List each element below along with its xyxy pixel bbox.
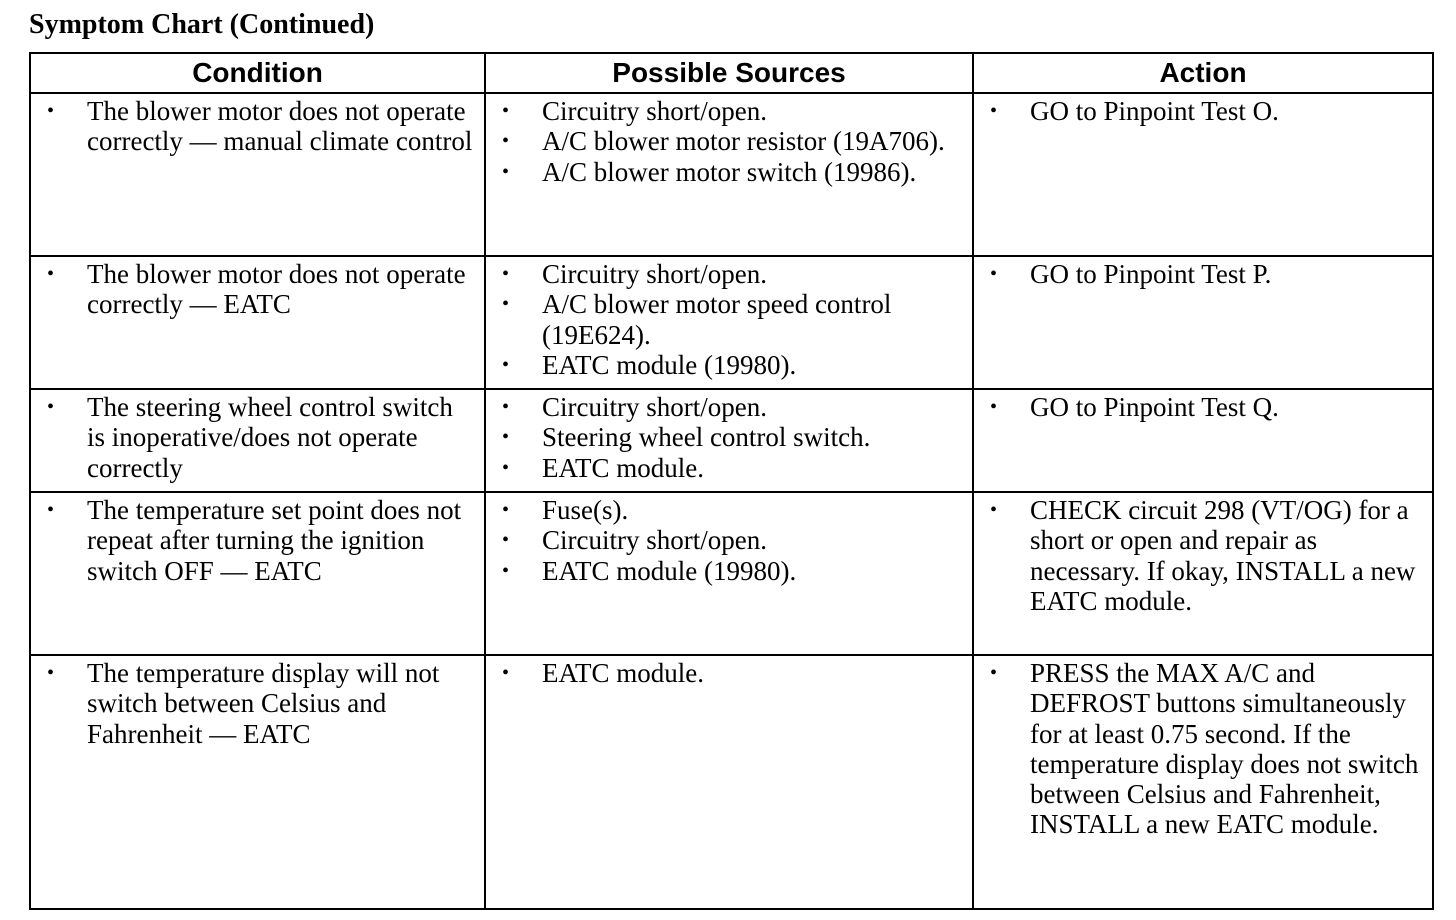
bullet-icon: •	[47, 396, 55, 418]
action-list	[986, 96, 1424, 126]
column-header-action: Action	[973, 53, 1433, 93]
source-text: Circuitry short/open.	[542, 392, 767, 422]
page-title: Symptom Chart (Continued)	[29, 9, 375, 40]
bullet-icon: •	[502, 426, 510, 449]
source-text: Fuse(s).	[542, 495, 629, 525]
list-item	[498, 126, 964, 156]
condition-list	[43, 392, 476, 483]
bullet-icon: •	[502, 529, 510, 552]
condition-cell	[30, 655, 485, 909]
list-item	[43, 658, 476, 749]
condition-text: The steering wheel control switch is inoperative/does not operate correctly	[87, 392, 453, 483]
bullet-icon: •	[502, 353, 510, 376]
action-text: PRESS the MAX A/C and DEFROST buttons simultaneously for at least 0.75 second. If the temperature display does not switch between Celsius and Fahrenheit, INSTALL a new EATC module.	[1030, 658, 1419, 840]
bullet-icon: •	[47, 263, 55, 285]
list-item	[498, 96, 964, 126]
bullet-icon: •	[990, 396, 998, 418]
bullet-icon: •	[47, 662, 55, 684]
source-text: EATC module (19980).	[542, 349, 797, 380]
sources-cell	[485, 256, 973, 389]
table-row	[30, 389, 1433, 492]
action-list	[986, 658, 1424, 840]
sources-list	[498, 658, 964, 688]
condition-list	[43, 259, 476, 320]
source-text: A/C blower motor switch (19986).	[542, 156, 917, 187]
bullet-icon: •	[990, 662, 998, 684]
action-cell	[973, 256, 1433, 389]
sources-list	[498, 259, 964, 380]
action-list	[986, 259, 1424, 289]
action-list	[986, 495, 1424, 616]
table-header-row	[30, 53, 1433, 93]
source-text: Circuitry short/open.	[542, 259, 767, 289]
column-header-condition: Condition	[30, 53, 485, 93]
table-row	[30, 492, 1433, 655]
sources-list	[498, 392, 964, 483]
action-text: GO to Pinpoint Test P.	[1030, 259, 1272, 289]
sources-list	[498, 96, 964, 187]
list-item	[986, 392, 1424, 422]
source-text: A/C blower motor speed control (19E624).	[542, 289, 892, 350]
list-item	[43, 259, 476, 320]
list-item	[43, 96, 476, 157]
bullet-icon: •	[502, 559, 510, 582]
condition-cell	[30, 93, 485, 256]
condition-list	[43, 495, 476, 586]
sources-cell	[485, 655, 973, 909]
column-header-possible-sources: Possible Sources	[485, 53, 973, 93]
bullet-icon: •	[502, 662, 510, 684]
action-text: GO to Pinpoint Test O.	[1030, 96, 1279, 126]
bullet-icon: •	[47, 499, 55, 521]
bullet-icon: •	[502, 396, 510, 418]
condition-cell	[30, 492, 485, 655]
list-item	[498, 157, 964, 187]
action-text: CHECK circuit 298 (VT/OG) for a short or open and repair as necessary. If okay, INSTALL a new EATC module.	[1030, 495, 1416, 616]
bullet-icon: •	[502, 263, 510, 285]
condition-cell	[30, 389, 485, 492]
list-item	[498, 658, 964, 688]
source-text: EATC module.	[542, 658, 704, 688]
sources-cell	[485, 492, 973, 655]
list-item	[986, 495, 1424, 616]
bullet-icon: •	[502, 160, 510, 183]
bullet-icon: •	[502, 499, 510, 521]
bullet-icon: •	[502, 456, 510, 479]
bullet-icon: •	[47, 100, 55, 122]
list-item	[43, 392, 476, 483]
source-text: A/C blower motor resistor (19A706).	[542, 126, 945, 157]
condition-cell	[30, 256, 485, 389]
condition-list	[43, 658, 476, 749]
list-item	[498, 453, 964, 483]
list-item	[43, 495, 476, 586]
bullet-icon: •	[990, 499, 998, 521]
table-row	[30, 655, 1433, 909]
list-item	[498, 495, 964, 525]
action-cell	[973, 389, 1433, 492]
source-text: Steering wheel control switch.	[542, 422, 871, 453]
source-text: Circuitry short/open.	[542, 96, 767, 126]
list-item	[498, 289, 964, 350]
source-text: Circuitry short/open.	[542, 525, 767, 556]
condition-text: The temperature display will not switch between Celsius and Fahrenheit — EATC	[87, 658, 440, 749]
list-item	[498, 350, 964, 380]
bullet-icon: •	[502, 293, 510, 316]
list-item	[986, 259, 1424, 289]
list-item	[498, 556, 964, 586]
list-item	[498, 422, 964, 452]
bullet-icon: •	[502, 100, 510, 122]
bullet-icon: •	[990, 100, 998, 122]
bullet-icon: •	[502, 130, 510, 153]
action-list	[986, 392, 1424, 422]
condition-list	[43, 96, 476, 157]
bullet-icon: •	[990, 263, 998, 285]
source-text: EATC module.	[542, 452, 704, 483]
condition-text: The temperature set point does not repeat after turning the ignition switch OFF — EATC	[87, 495, 462, 586]
table-row	[30, 93, 1433, 256]
sources-cell	[485, 389, 973, 492]
action-cell	[973, 93, 1433, 256]
sources-cell	[485, 93, 973, 256]
action-text: GO to Pinpoint Test Q.	[1030, 392, 1279, 422]
source-text: EATC module (19980).	[542, 555, 797, 586]
list-item	[498, 259, 964, 289]
list-item	[986, 658, 1424, 840]
list-item	[498, 525, 964, 555]
action-cell	[973, 655, 1433, 909]
condition-text: The blower motor does not operate correctly — manual climate control	[87, 96, 473, 157]
sources-list	[498, 495, 964, 586]
list-item	[498, 392, 964, 422]
symptom-chart-table	[29, 52, 1434, 910]
table-row	[30, 256, 1433, 389]
action-cell	[973, 492, 1433, 655]
list-item	[986, 96, 1424, 126]
condition-text: The blower motor does not operate correctly — EATC	[87, 259, 466, 320]
